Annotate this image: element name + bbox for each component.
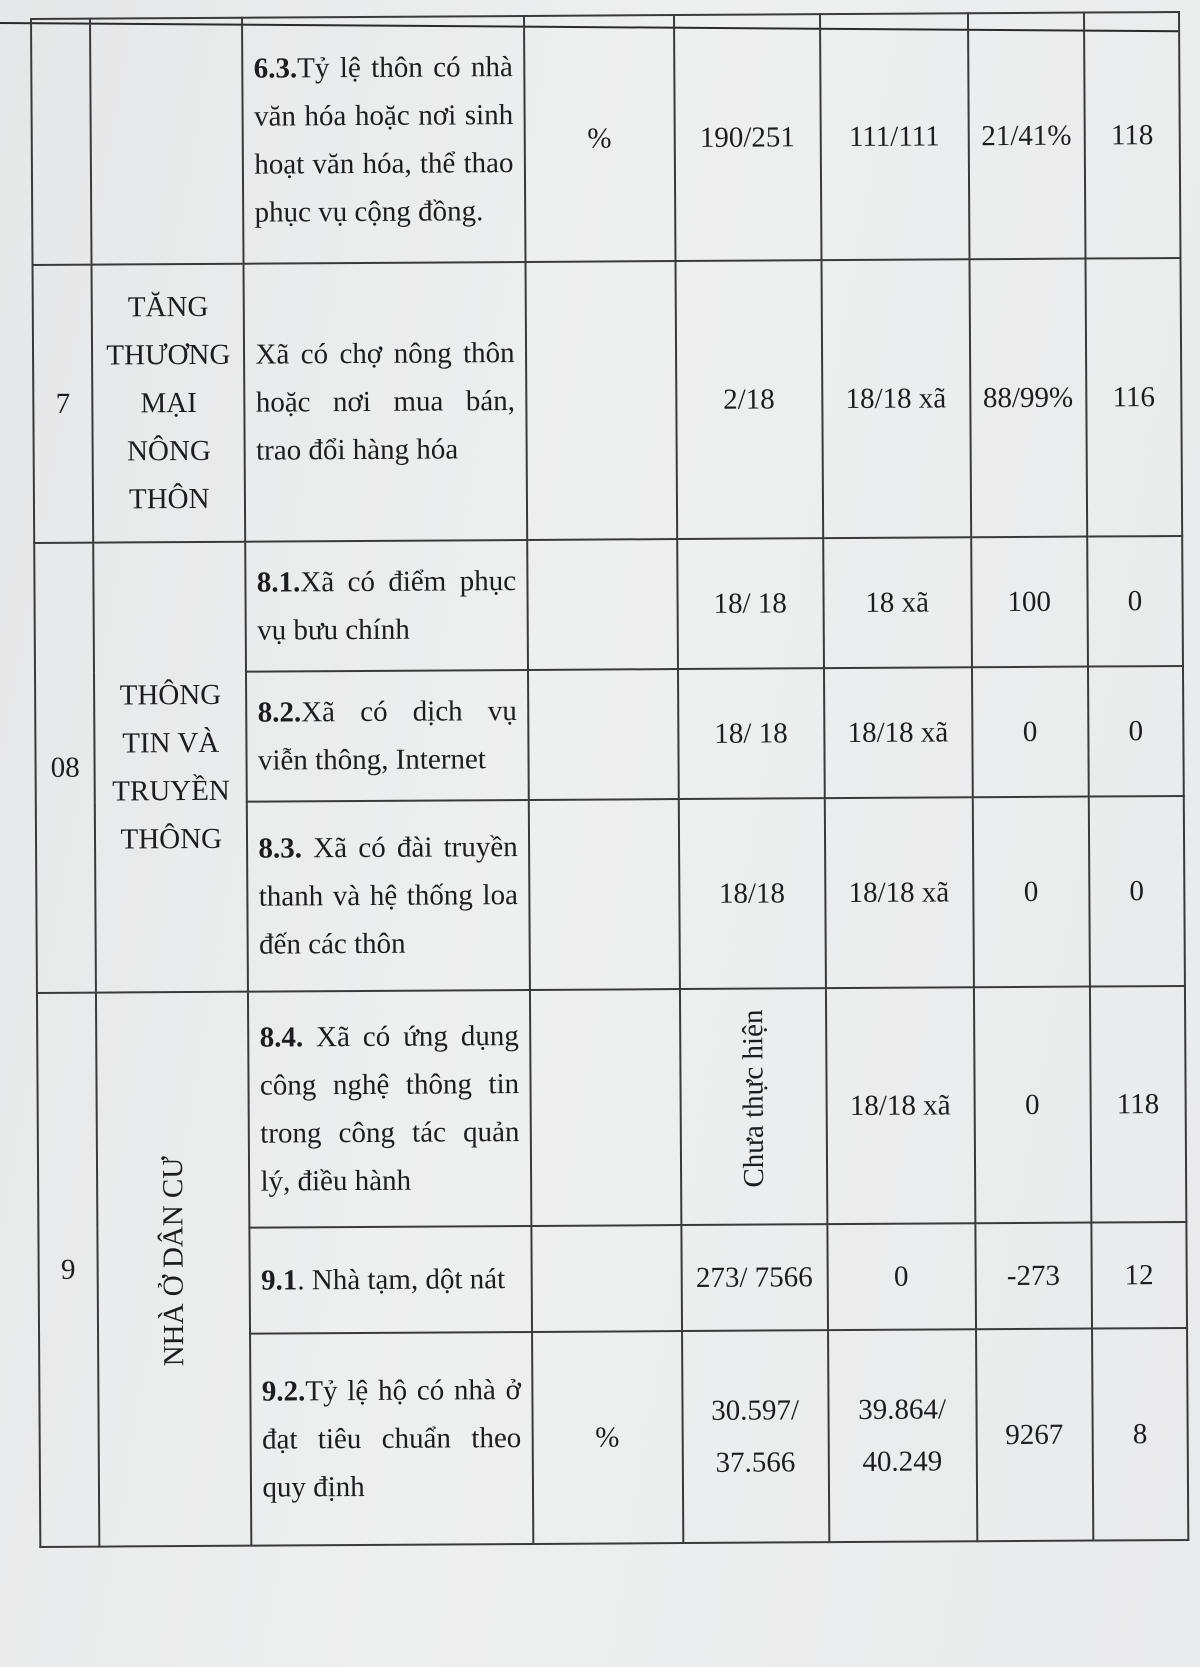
vertical-section-title: NHÀ Ở DÂN CƯ [157, 1156, 191, 1367]
cell-value-1: 273/ 7566 [681, 1224, 828, 1331]
cell-unit: % [532, 1331, 683, 1544]
cell-value-1: 18/ 18 [677, 538, 824, 669]
cell-stt: 7 [33, 265, 94, 543]
criterion-code: 8.1. [256, 566, 301, 599]
cell-value-3: 9267 [976, 1329, 1094, 1542]
criterion-code: 8.2. [257, 696, 302, 729]
cell-value-1 [682, 1330, 829, 1543]
criterion-code: 9.1 [261, 1264, 298, 1297]
cell-criterion [250, 1332, 532, 1546]
criterion-text: Xã có điểm phục vụ bưu chính [257, 565, 517, 647]
cell-value-2: 0 [827, 1223, 976, 1330]
criterion-text: . Nhà tạm, dột nát [297, 1263, 506, 1297]
criterion-text: Xã có dịch vụ viễn thông, Internet [257, 695, 517, 777]
cell-criterion [250, 1226, 532, 1334]
cell-value-1 [680, 988, 827, 1225]
cell-value-4: 116 [1085, 258, 1182, 537]
cell-value-1: 18/ 18 [678, 668, 825, 799]
cell-value-3: 0 [972, 667, 1089, 798]
cell-value-3: 0 [972, 797, 1089, 988]
cell-criterion [247, 800, 529, 992]
criterion-text: Xã có ứng dụng công nghệ thông tin trong công tác quản lý, điều hành [259, 1020, 520, 1198]
table-row [37, 986, 1186, 1229]
cell-value-4: 118 [1090, 986, 1187, 1223]
cell-value-1: 18/18 [678, 798, 825, 989]
cell-criterion [246, 540, 528, 672]
cell-value-4: 118 [1084, 12, 1181, 259]
cell-stt: 08 [34, 543, 96, 993]
cell-value-3: -273 [975, 1223, 1092, 1330]
value-numerator: 30.597/ [711, 1394, 800, 1427]
criterion-code: 8.4. [259, 1021, 304, 1054]
cell-value-4: 12 [1091, 1222, 1187, 1329]
cell-value-1: 2/18 [675, 260, 823, 539]
table-row [31, 12, 1180, 265]
criterion-code: 6.3. [253, 52, 298, 85]
cell-value-1: 190/251 [674, 14, 821, 261]
cell-value-4: 8 [1092, 1328, 1188, 1541]
cell-unit [525, 261, 677, 540]
cell-value-3: 0 [973, 987, 1091, 1224]
cell-value-2: 111/111 [820, 13, 969, 260]
cell-value-3: 21/41% [968, 13, 1086, 260]
criterion-text: Xã có đài truyền thanh và hệ thống loa đến các thôn [258, 831, 519, 961]
criteria-table [30, 11, 1189, 1548]
cell-unit [527, 539, 678, 670]
criterion-text: Xã có chợ nông thôn hoặc nơi mua bán, trao đổi hàng hóa [255, 337, 516, 467]
vertical-status-text: Chưa thực hiện [736, 1009, 770, 1189]
cell-value-4: 0 [1087, 536, 1183, 667]
cell-criterion [242, 16, 525, 264]
cell-unit [531, 1225, 682, 1332]
value-denominator: 37.566 [715, 1446, 796, 1479]
cell-value-4: 0 [1089, 796, 1185, 987]
cell-unit: % [524, 15, 676, 262]
cell-stt: 9 [37, 993, 100, 1547]
cell-value-2: 18 xã [823, 537, 972, 668]
cell-unit [530, 989, 682, 1226]
cell-unit [528, 669, 679, 800]
cell-value-2: 18/18 xã [824, 797, 973, 988]
cell-criterion [248, 990, 531, 1228]
cell-value-2: 18/18 xã [821, 259, 971, 538]
cell-value-2: 18/18 xã [824, 667, 973, 798]
value-denominator: 40.249 [862, 1445, 943, 1478]
criterion-text: Tỷ lệ hộ có nhà ở đạt tiêu chuẩn theo quy định [261, 1374, 522, 1504]
cell-unit [528, 799, 679, 990]
cell-value-3: 88/99% [969, 259, 1087, 538]
criterion-code: 8.3. [258, 832, 303, 865]
cell-value-2: 18/18 xã [825, 987, 974, 1224]
table-row [33, 258, 1183, 543]
cell-value-4: 0 [1088, 666, 1184, 797]
cell-criterion [246, 670, 528, 802]
cell-stt [31, 19, 92, 265]
criterion-text: Tỷ lệ thôn có nhà văn hóa hoặc nơi sinh hoạt văn hóa, thể thao phục vụ cộng đồng. [253, 51, 514, 229]
cell-name [96, 992, 252, 1547]
value-numerator: 39.864/ [858, 1393, 947, 1426]
cell-criterion [244, 262, 527, 542]
table-row [34, 536, 1183, 673]
cell-name: THÔNG TIN VÀ TRUYỀN THÔNG [93, 542, 248, 993]
cell-name [90, 18, 244, 265]
cell-value-3: 100 [971, 537, 1088, 668]
cell-value-2 [828, 1329, 977, 1542]
criterion-code: 9.2. [261, 1375, 306, 1408]
cell-name: TĂNG THƯƠNG MẠI NÔNG THÔN [92, 264, 246, 543]
